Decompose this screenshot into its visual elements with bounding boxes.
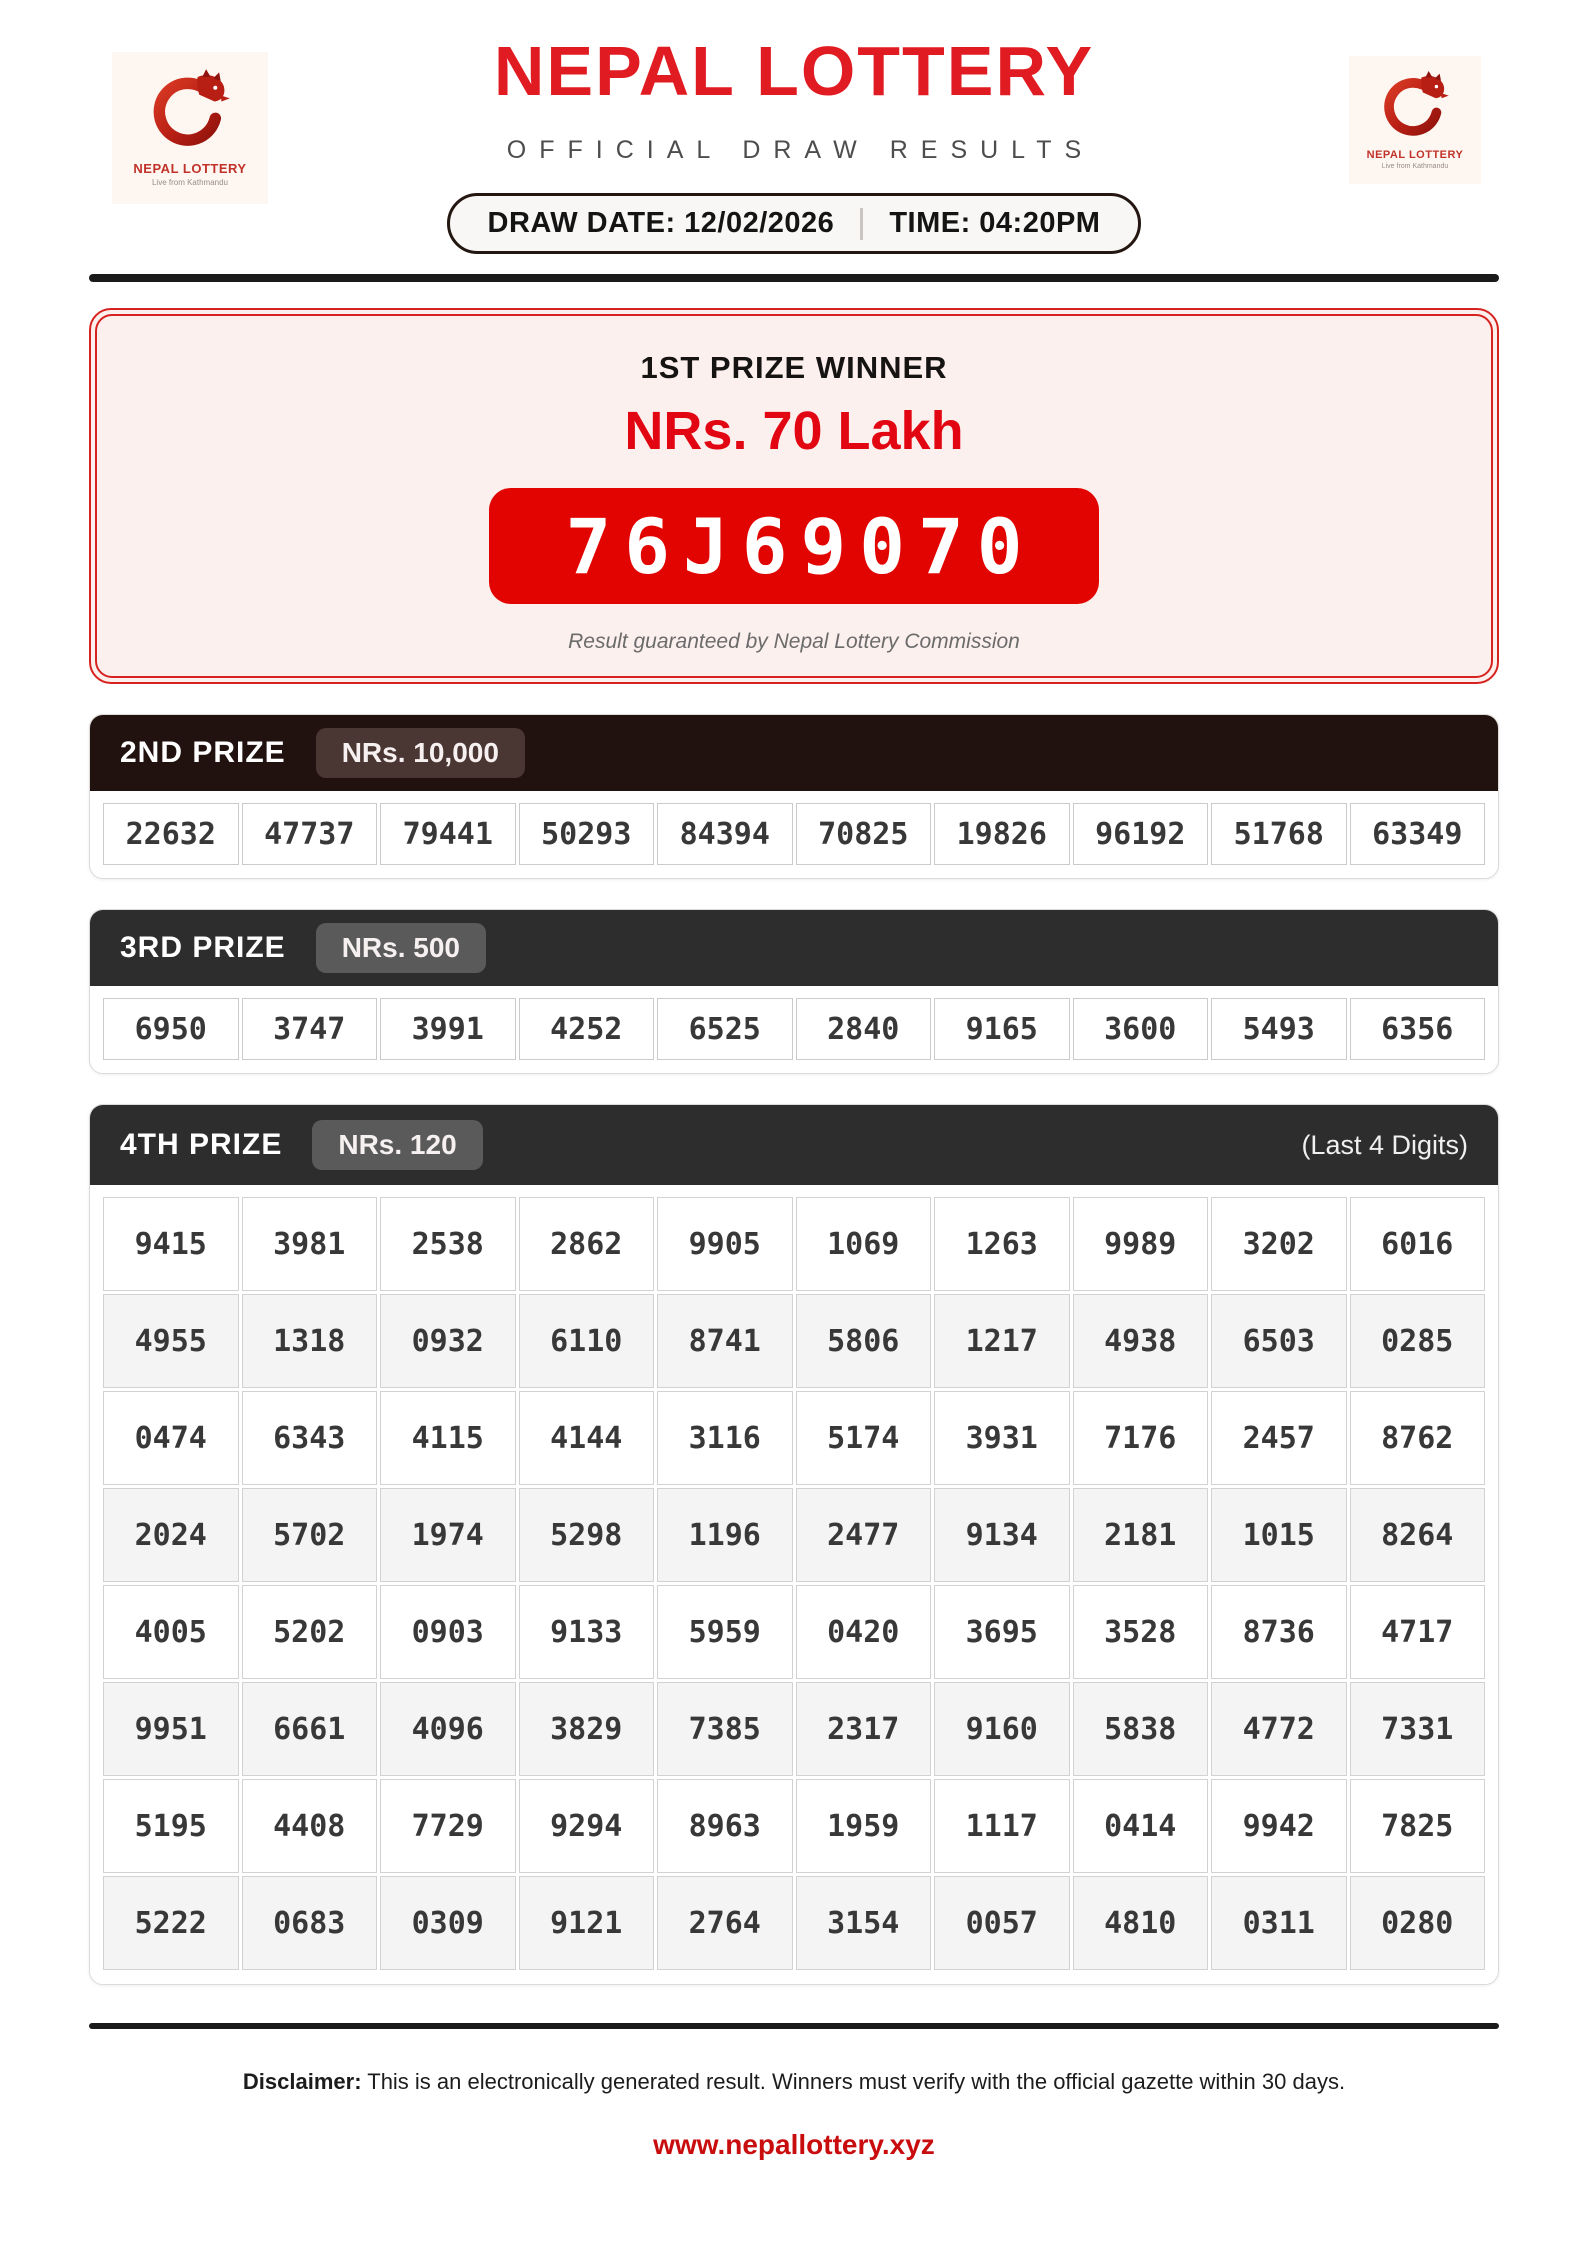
number-cell: 3747 [242, 998, 378, 1060]
number-row [103, 1585, 1485, 1679]
lottery-results-page [89, 0, 1499, 2161]
number-cell: 84394 [657, 803, 793, 865]
fourth-prize-amount-badge: NRs. 120 [312, 1120, 482, 1170]
number-cell: 4810 [1073, 1876, 1209, 1970]
number-cell: 3116 [657, 1391, 793, 1485]
number-cell: 9165 [934, 998, 1070, 1060]
number-cell: 6950 [103, 998, 239, 1060]
number-cell: 7729 [380, 1779, 516, 1873]
number-cell: 7385 [657, 1682, 793, 1776]
number-cell: 8963 [657, 1779, 793, 1873]
number-cell: 6016 [1350, 1197, 1486, 1291]
number-cell: 47737 [242, 803, 378, 865]
number-row [103, 1391, 1485, 1485]
number-cell: 50293 [519, 803, 655, 865]
number-cell: 79441 [380, 803, 516, 865]
number-cell: 9133 [519, 1585, 655, 1679]
third-prize-label: 3RD PRIZE [120, 931, 286, 964]
draw-info-pill [447, 193, 1142, 254]
first-prize-panel [89, 308, 1499, 684]
number-row [103, 1197, 1485, 1291]
number-cell: 1069 [796, 1197, 932, 1291]
header-divider [89, 274, 1499, 282]
number-cell: 9160 [934, 1682, 1070, 1776]
number-cell: 0280 [1350, 1876, 1486, 1970]
second-prize-section [89, 714, 1499, 879]
logo-wordmark: NEPAL LOTTERY [1366, 148, 1464, 161]
fourth-prize-grid [90, 1185, 1498, 1984]
number-cell: 1217 [934, 1294, 1070, 1388]
number-cell: 9415 [103, 1197, 239, 1291]
number-cell: 5222 [103, 1876, 239, 1970]
draw-date-label: DRAW DATE: 12/02/2026 [487, 207, 835, 239]
number-cell: 8741 [657, 1294, 793, 1388]
number-cell: 2317 [796, 1682, 932, 1776]
number-cell: 8264 [1350, 1488, 1486, 1582]
fourth-prize-section [89, 1104, 1499, 1985]
number-cell: 3202 [1211, 1197, 1347, 1291]
number-cell: 5202 [242, 1585, 378, 1679]
number-cell: 0057 [934, 1876, 1070, 1970]
number-cell: 5838 [1073, 1682, 1209, 1776]
number-cell: 4955 [103, 1294, 239, 1388]
number-cell: 9942 [1211, 1779, 1347, 1873]
number-cell: 5806 [796, 1294, 932, 1388]
number-cell: 6661 [242, 1682, 378, 1776]
number-cell: 8762 [1350, 1391, 1486, 1485]
first-prize-caption: Result guaranteed by Nepal Lottery Commission [568, 630, 1020, 653]
fourth-prize-label: 4TH PRIZE [120, 1128, 283, 1161]
number-cell: 9121 [519, 1876, 655, 1970]
number-cell: 4144 [519, 1391, 655, 1485]
number-row [103, 1682, 1485, 1776]
number-cell: 5298 [519, 1488, 655, 1582]
number-cell: 2024 [103, 1488, 239, 1582]
number-cell: 5174 [796, 1391, 932, 1485]
number-cell: 1196 [657, 1488, 793, 1582]
number-cell: 1318 [242, 1294, 378, 1388]
third-prize-section [89, 909, 1499, 1074]
number-cell: 63349 [1350, 803, 1486, 865]
number-cell: 2457 [1211, 1391, 1347, 1485]
number-row [103, 1294, 1485, 1388]
number-cell: 9134 [934, 1488, 1070, 1582]
number-cell: 4938 [1073, 1294, 1209, 1388]
number-cell: 3931 [934, 1391, 1070, 1485]
number-cell: 3528 [1073, 1585, 1209, 1679]
header [89, 0, 1499, 254]
number-cell: 2840 [796, 998, 932, 1060]
number-cell: 4005 [103, 1585, 239, 1679]
number-cell: 9905 [657, 1197, 793, 1291]
number-cell: 6525 [657, 998, 793, 1060]
number-cell: 6110 [519, 1294, 655, 1388]
number-cell: 3154 [796, 1876, 932, 1970]
number-cell: 5195 [103, 1779, 239, 1873]
page-title: NEPAL LOTTERY [493, 32, 1095, 110]
page-subtitle: OFFICIAL DRAW RESULTS [506, 136, 1095, 164]
number-cell: 0285 [1350, 1294, 1486, 1388]
number-cell: 0414 [1073, 1779, 1209, 1873]
number-cell: 6343 [242, 1391, 378, 1485]
number-cell: 7331 [1350, 1682, 1486, 1776]
third-prize-amount-badge: NRs. 500 [316, 923, 486, 973]
dragon-ring-icon [1376, 71, 1454, 145]
number-cell: 6356 [1350, 998, 1486, 1060]
number-cell: 5493 [1211, 998, 1347, 1060]
number-cell: 4772 [1211, 1682, 1347, 1776]
number-row [103, 1488, 1485, 1582]
number-cell: 1959 [796, 1779, 932, 1873]
dragon-ring-icon [144, 69, 236, 157]
nepal-lottery-logo-right [1349, 56, 1481, 184]
disclaimer-label: Disclaimer: [242, 2069, 362, 2094]
second-prize-label: 2ND PRIZE [120, 736, 286, 769]
number-cell: 2862 [519, 1197, 655, 1291]
number-cell: 22632 [103, 803, 239, 865]
number-cell: 51768 [1211, 803, 1347, 865]
number-cell: 2181 [1073, 1488, 1209, 1582]
number-cell: 19826 [934, 803, 1070, 865]
footer-divider [89, 2023, 1499, 2029]
fourth-prize-note: (Last 4 Digits) [1301, 1129, 1468, 1160]
number-cell: 0932 [380, 1294, 516, 1388]
number-cell: 1015 [1211, 1488, 1347, 1582]
number-cell: 3829 [519, 1682, 655, 1776]
second-prize-header [90, 715, 1498, 791]
number-cell: 1263 [934, 1197, 1070, 1291]
number-cell: 3991 [380, 998, 516, 1060]
draw-time-label: TIME: 04:20PM [889, 207, 1101, 239]
number-cell: 70825 [796, 803, 932, 865]
number-cell: 0683 [242, 1876, 378, 1970]
number-cell: 0903 [380, 1585, 516, 1679]
number-cell: 9951 [103, 1682, 239, 1776]
number-cell: 9294 [519, 1779, 655, 1873]
number-cell: 9989 [1073, 1197, 1209, 1291]
third-prize-header [90, 910, 1498, 986]
first-prize-number: 76J69070 [565, 501, 1036, 591]
number-cell: 4717 [1350, 1585, 1486, 1679]
first-prize-number-plate [489, 488, 1099, 604]
number-cell: 2477 [796, 1488, 932, 1582]
number-cell: 4096 [380, 1682, 516, 1776]
number-cell: 1974 [380, 1488, 516, 1582]
second-prize-numbers [90, 791, 1498, 878]
number-cell: 5959 [657, 1585, 793, 1679]
number-cell: 3600 [1073, 998, 1209, 1060]
logo-tagline: Live from Kathmandu [1381, 162, 1449, 170]
pill-divider [860, 208, 863, 240]
logo-wordmark: NEPAL LOTTERY [133, 161, 247, 176]
number-cell: 3695 [934, 1585, 1070, 1679]
number-cell: 96192 [1073, 803, 1209, 865]
number-cell: 6503 [1211, 1294, 1347, 1388]
number-cell: 4252 [519, 998, 655, 1060]
fourth-prize-header [90, 1105, 1498, 1185]
disclaimer-text: This is an electronically generated result. Winners must verify with the official gazette within 30 days. [367, 2069, 1346, 2094]
number-cell: 2764 [657, 1876, 793, 1970]
website-link[interactable]: www.nepallottery.xyz [653, 2129, 935, 2160]
number-cell: 8736 [1211, 1585, 1347, 1679]
number-row [103, 1876, 1485, 1970]
logo-tagline: Live from Kathmandu [151, 178, 229, 187]
number-cell: 0309 [380, 1876, 516, 1970]
first-prize-heading: 1ST PRIZE WINNER [640, 350, 948, 385]
number-cell: 3981 [242, 1197, 378, 1291]
number-cell: 5702 [242, 1488, 378, 1582]
first-prize-amount: NRs. 70 Lakh [624, 401, 964, 461]
number-cell: 2538 [380, 1197, 516, 1291]
nepal-lottery-logo-left [112, 52, 268, 204]
number-cell: 4115 [380, 1391, 516, 1485]
number-cell: 1117 [934, 1779, 1070, 1873]
number-row [103, 1779, 1485, 1873]
second-prize-amount-badge: NRs. 10,000 [316, 728, 525, 778]
third-prize-numbers [90, 986, 1498, 1073]
number-cell: 0474 [103, 1391, 239, 1485]
disclaimer [89, 2069, 1499, 2095]
number-cell: 0311 [1211, 1876, 1347, 1970]
number-cell: 0420 [796, 1585, 932, 1679]
number-cell: 7825 [1350, 1779, 1486, 1873]
number-cell: 7176 [1073, 1391, 1209, 1485]
number-cell: 4408 [242, 1779, 378, 1873]
